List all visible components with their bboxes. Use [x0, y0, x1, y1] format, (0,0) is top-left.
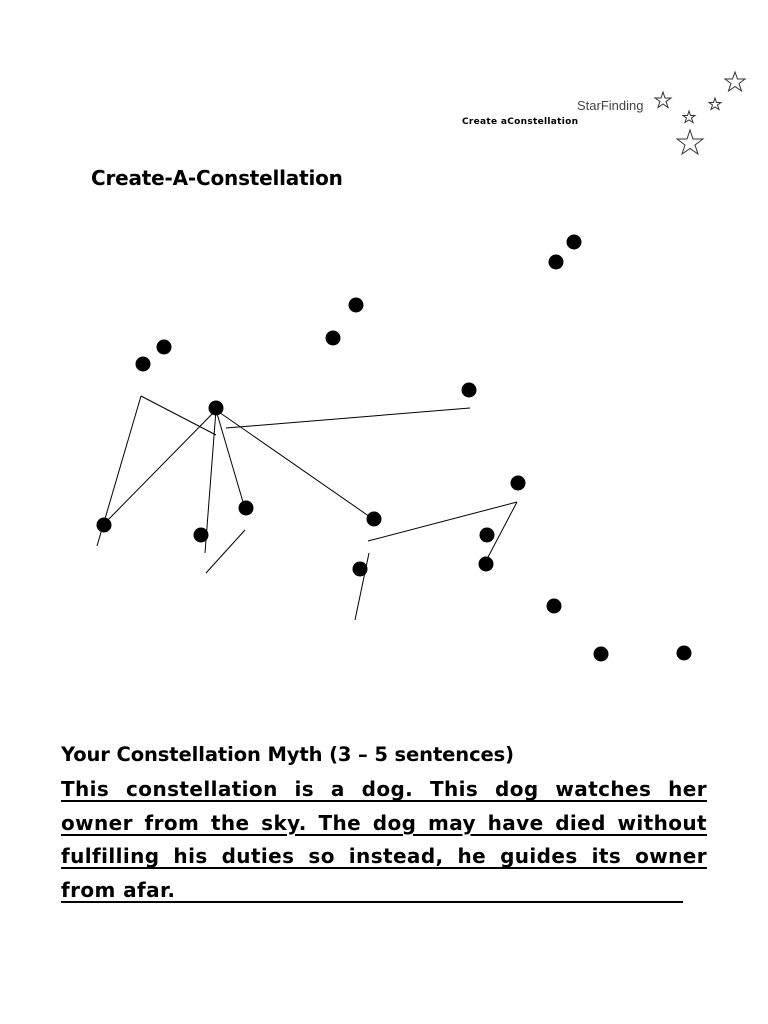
constellation-stars — [97, 235, 692, 662]
star-dot — [136, 357, 151, 372]
constellation-line — [368, 502, 517, 541]
constellation-line — [216, 410, 373, 519]
constellation-line — [206, 530, 245, 573]
star-dot — [677, 646, 692, 661]
answer-fill-line — [175, 901, 683, 903]
star-dot — [326, 331, 341, 346]
star-dot — [194, 528, 209, 543]
star-dot — [547, 599, 562, 614]
constellation-line — [226, 408, 470, 428]
star-dot — [480, 528, 495, 543]
star-dot — [549, 255, 564, 270]
page-title: Create-A-Constellation — [91, 166, 343, 190]
star-dot — [594, 647, 609, 662]
constellation-line — [104, 410, 216, 524]
myth-body — [61, 773, 707, 907]
constellation-lines — [97, 396, 517, 620]
star-dot — [462, 383, 477, 398]
star-dot — [157, 340, 172, 355]
myth-heading: Your Constellation Myth (3 – 5 sentences) — [61, 743, 514, 766]
star-dot — [511, 476, 526, 491]
header-brand: StarFinding — [577, 98, 644, 113]
star-dot — [239, 501, 254, 516]
constellation-line — [216, 410, 243, 502]
star-dot — [349, 298, 364, 313]
star-dot — [367, 512, 382, 527]
star-dot — [209, 401, 224, 416]
myth-text: This constellation is a dog. This dog watches her owner from the sky. The dog may have died without fulfilling his duties so instead, he guides its owner from afar. — [61, 777, 707, 902]
star-dot — [479, 557, 494, 572]
star-dot — [567, 235, 582, 250]
star-dot — [353, 562, 368, 577]
header-subtitle: Create aConstellation — [462, 117, 579, 127]
constellation-line — [141, 396, 216, 435]
star-dot — [97, 518, 112, 533]
